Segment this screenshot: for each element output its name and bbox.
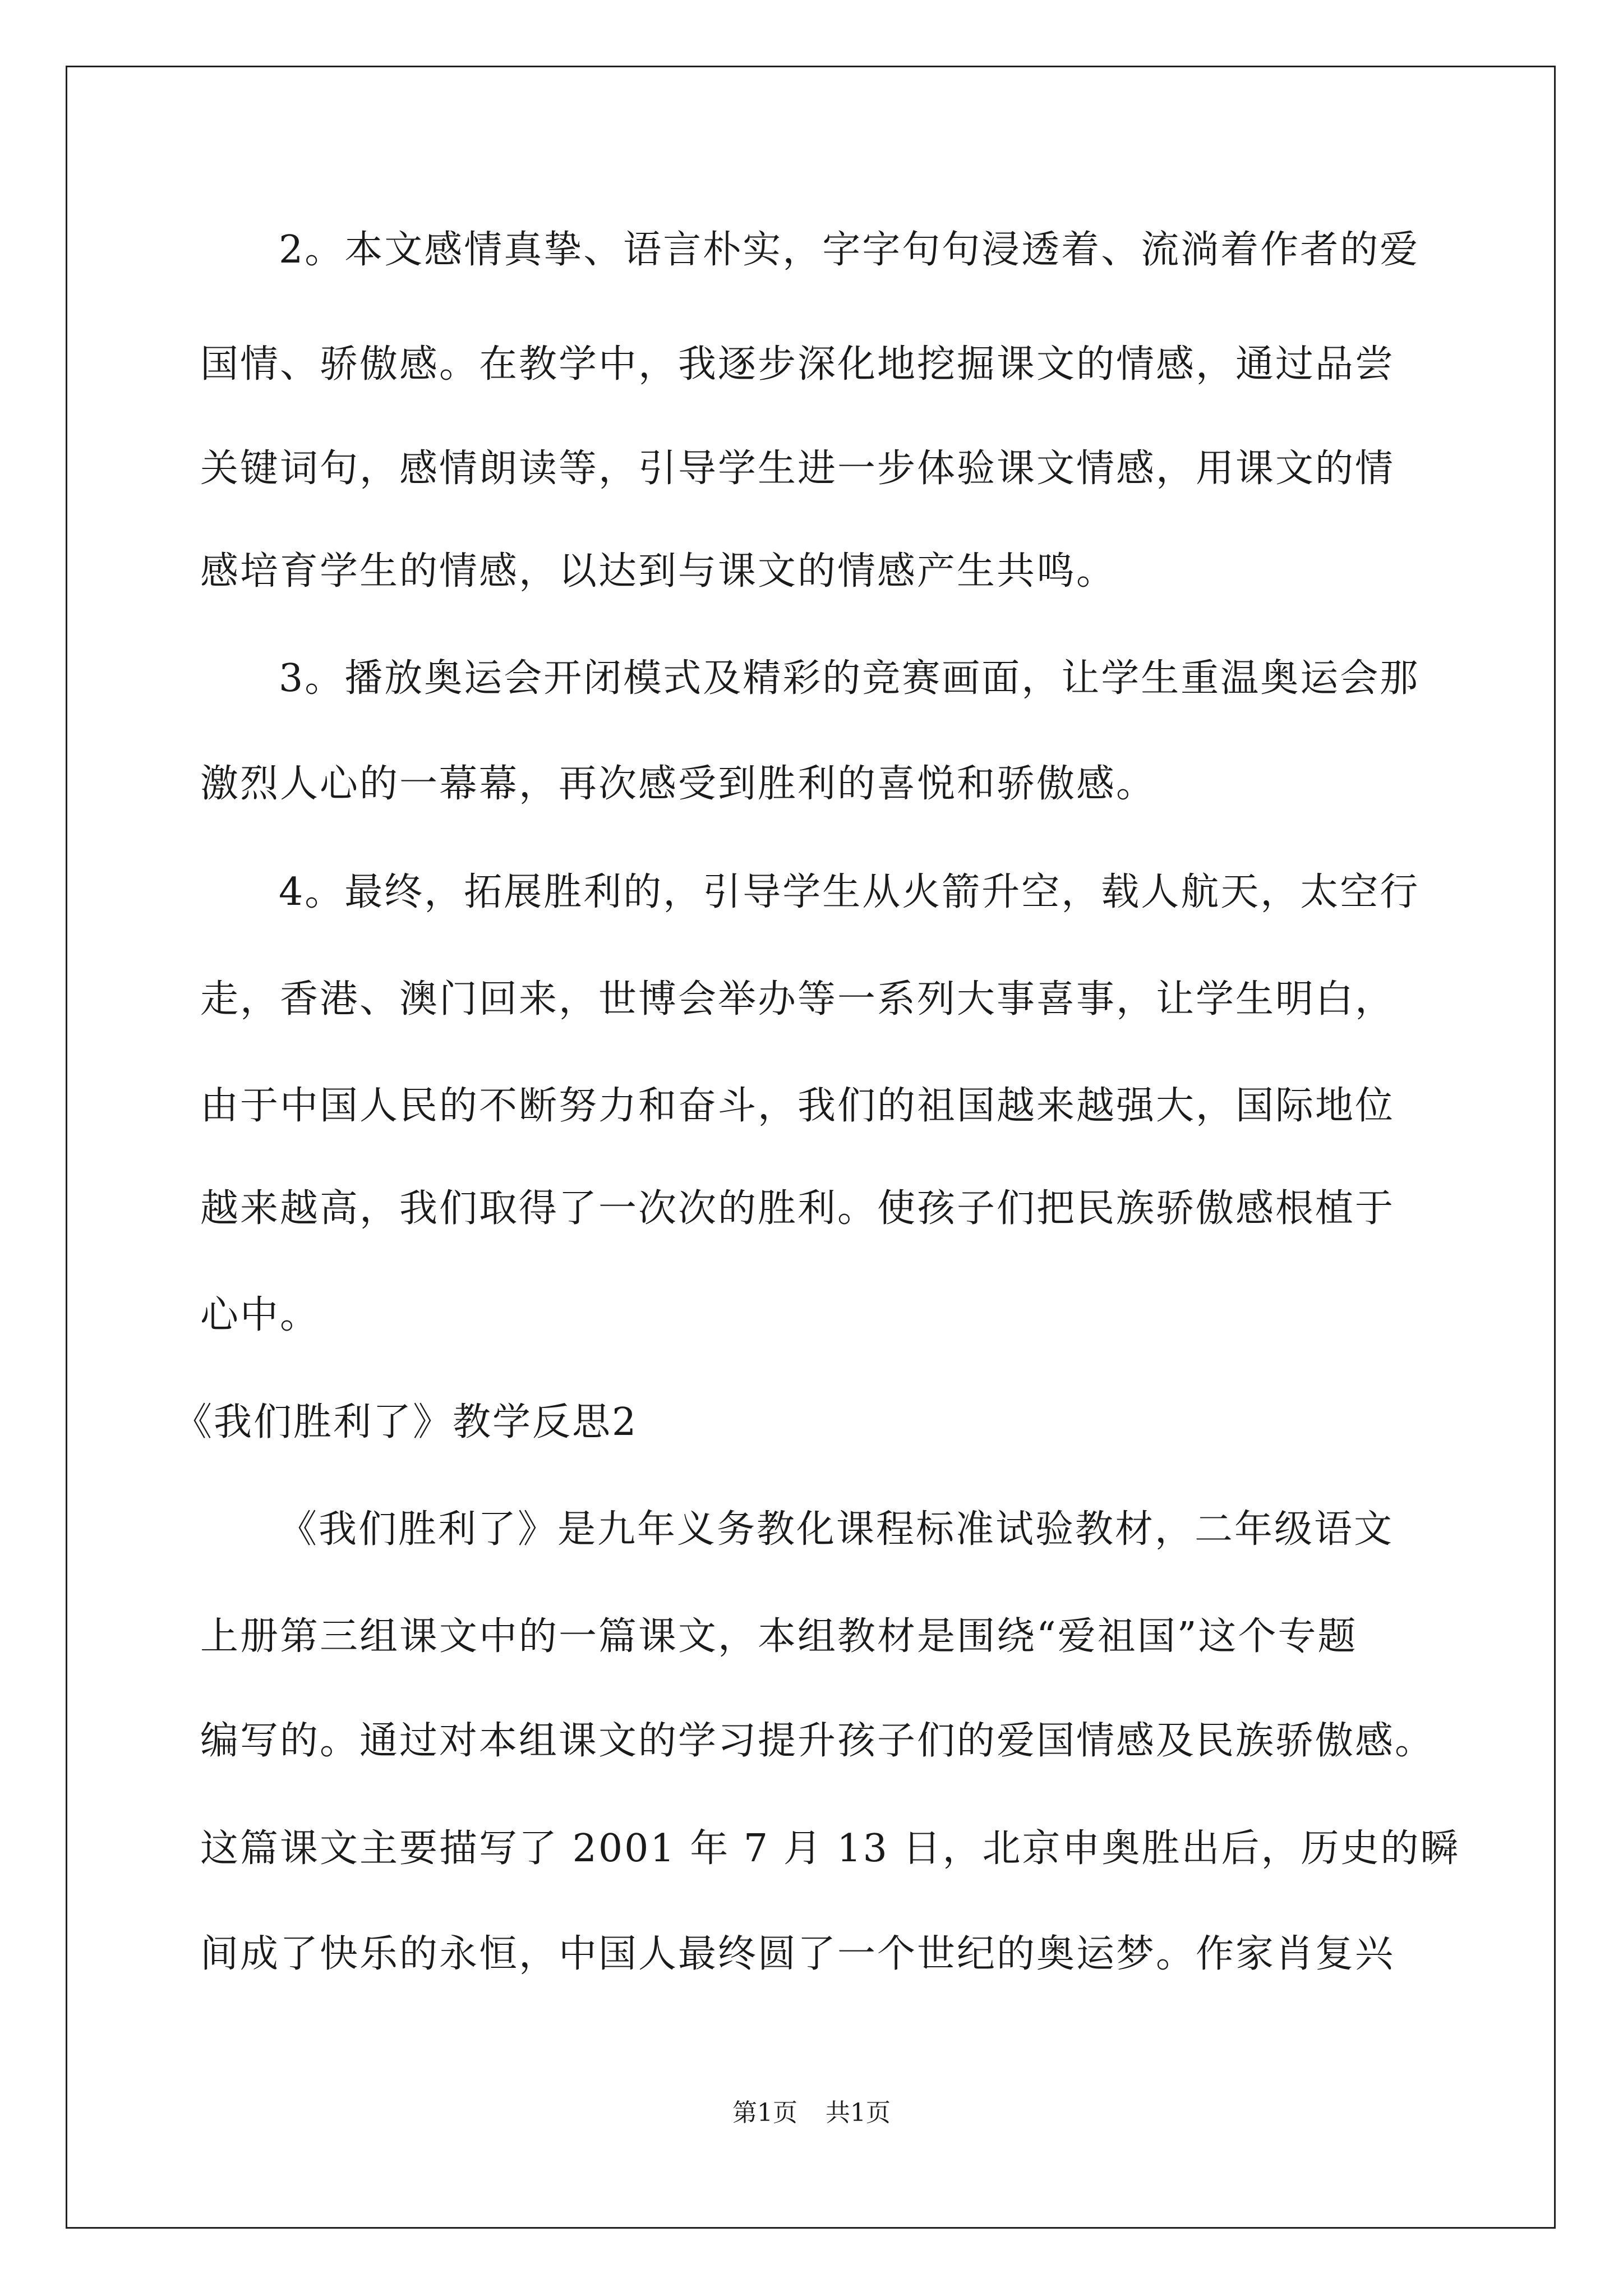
paragraph-2-line-1: 2。本文感情真挚、语言朴实，字字句句浸透着、流淌着作者的爱 [279, 228, 1420, 272]
page-footer [0, 2101, 1623, 2125]
paragraph-2-line-2: 国情、骄傲感。在教学中，我逐步深化地挖掘课文的情感，通过品尝 [200, 342, 1395, 386]
paragraph-4-line-4: 越来越高，我们取得了一次次的胜利。使孩子们把民族骄傲感根植于 [200, 1186, 1395, 1231]
section-heading: 《我们胜利了》教学反思2 [174, 1400, 638, 1444]
paragraph-2-line-3: 关键词句，感情朗读等，引导学生进一步体验课文情感，用课文的情 [200, 447, 1395, 491]
paragraph-5-line-4: 这篇课文主要描写了 2001 年 7 月 13 日，北京申奥胜出后，历史的瞬 [200, 1826, 1460, 1871]
paragraph-4-line-5: 心中。 [200, 1293, 320, 1337]
paragraph-5-line-1: 《我们胜利了》是九年义务教化课程标准试验教材，二年级语文 [279, 1507, 1394, 1552]
page-number: 第1页 [732, 2099, 797, 2127]
paragraph-4-line-1: 4。最终，拓展胜利的，引导学生从火箭升空，载人航天，太空行 [279, 870, 1420, 914]
paragraph-4-line-3: 由于中国人民的不断努力和奋斗，我们的祖国越来越强大，国际地位 [200, 1084, 1395, 1128]
paragraph-5-line-2: 上册第三组课文中的一篇课文，本组教材是围绕“爱祖国”这个专题 [200, 1614, 1358, 1659]
page-total: 共1页 [826, 2099, 891, 2127]
paragraph-3-line-2: 激烈人心的一幕幕，再次感受到胜利的喜悦和骄傲感。 [200, 762, 1156, 806]
paragraph-4-line-2: 走，香港、澳门回来，世博会举办等一系列大事喜事，让学生明白， [200, 977, 1395, 1022]
paragraph-5-line-5: 间成了快乐的永恒，中国人最终圆了一个世纪的奥运梦。作家肖复兴 [200, 1932, 1395, 1976]
paragraph-2-line-4: 感培育学生的情感，以达到与课文的情感产生共鸣。 [200, 549, 1117, 593]
paragraph-3-line-1: 3。播放奥运会开闭模式及精彩的竞赛画面，让学生重温奥运会那 [279, 656, 1420, 701]
page-border [66, 66, 1556, 2229]
paragraph-5-line-3: 编写的。通过对本组课文的学习提升孩子们的爱国情感及民族骄傲感。 [200, 1719, 1435, 1763]
